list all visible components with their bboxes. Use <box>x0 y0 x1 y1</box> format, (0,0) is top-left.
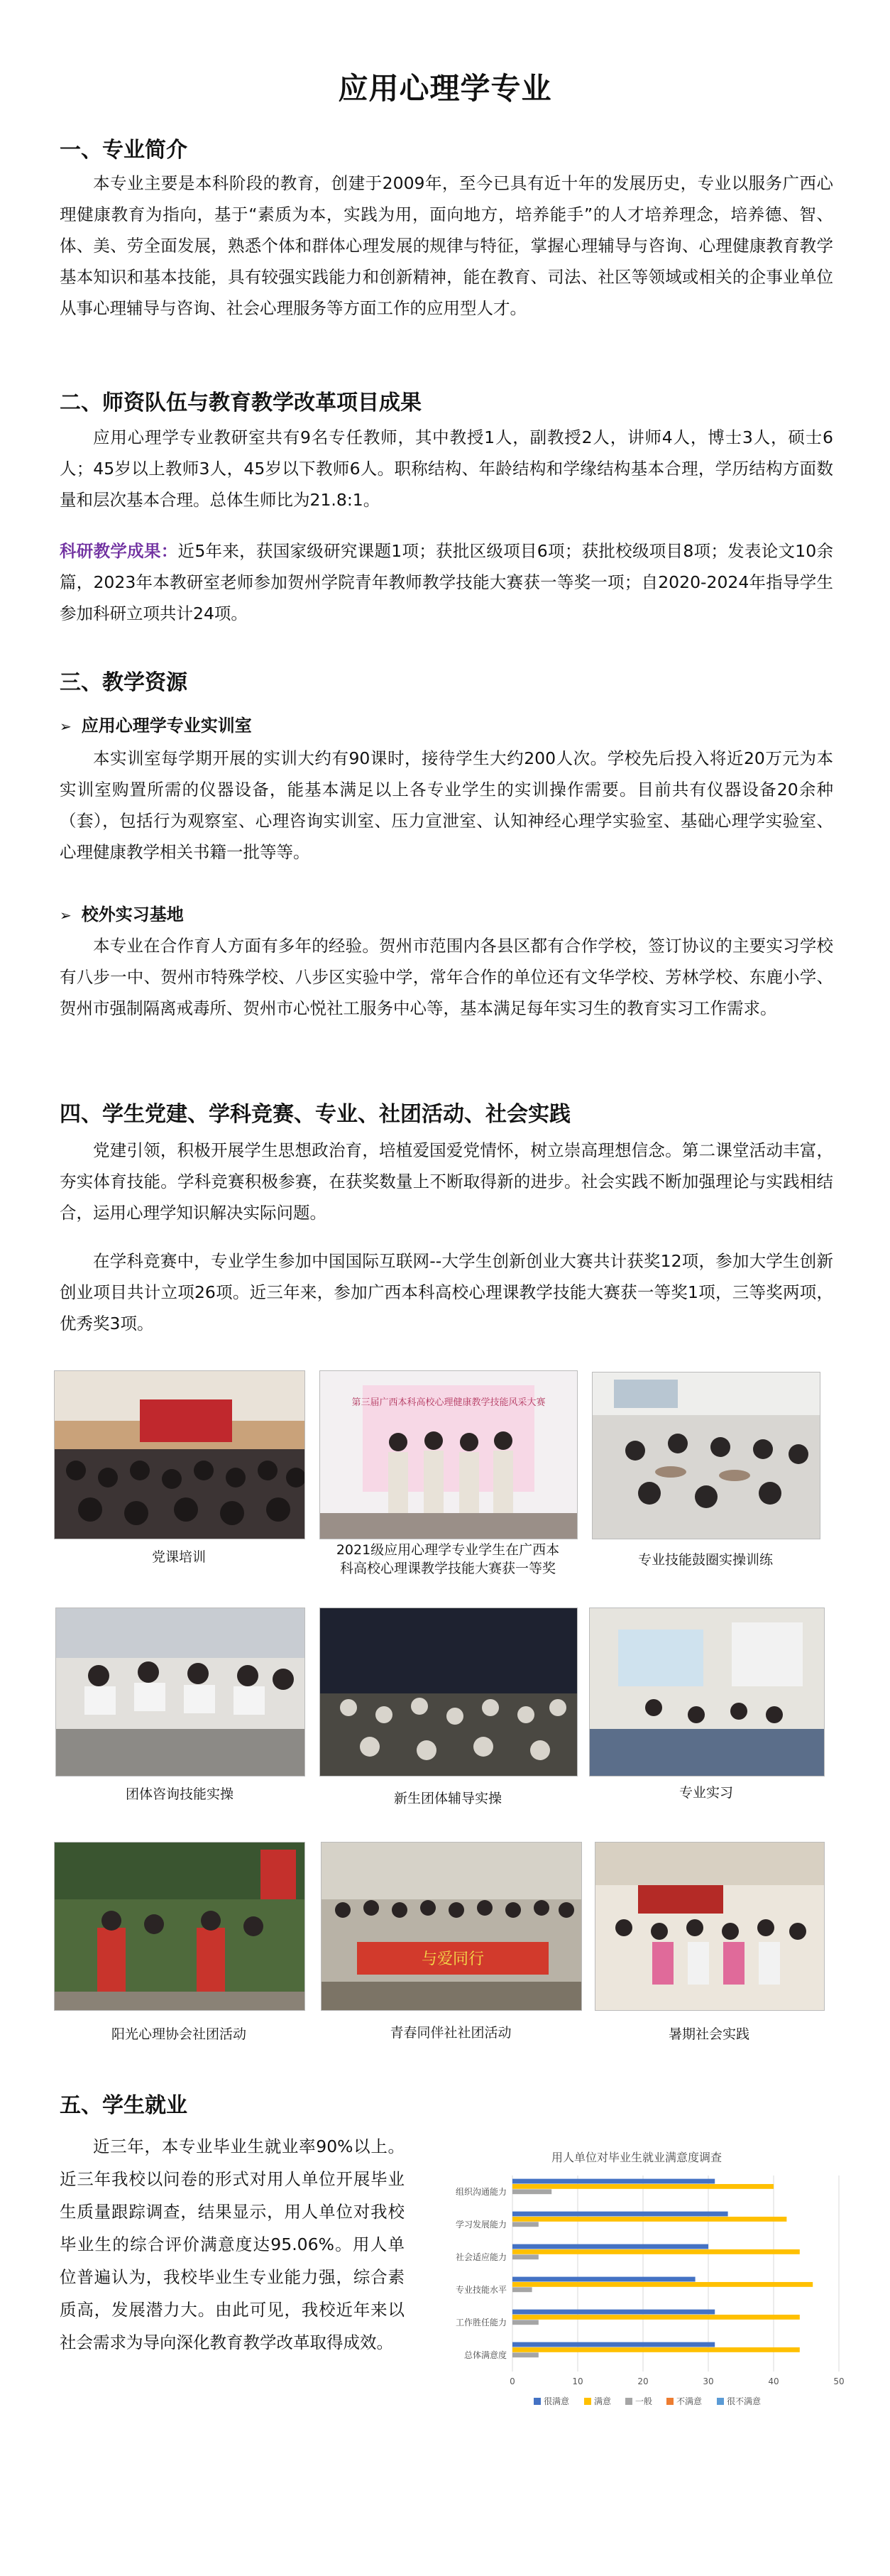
chart-bar-很满意 <box>512 2212 728 2217</box>
chart-legend-label: 很不满意 <box>727 2396 762 2406</box>
chart-category-label: 学习发展能力 <box>455 2220 507 2230</box>
subheading-practice-base-text: 校外实习基地 <box>81 905 184 924</box>
chart-bar-一般 <box>512 2352 539 2357</box>
club-activity-photo <box>54 1842 305 2011</box>
satisfaction-chart <box>420 2144 853 2421</box>
chart-x-tick-label: 20 <box>637 2376 649 2386</box>
photo-caption: 新生团体辅导实操 <box>393 1791 502 1806</box>
satisfaction-chart-svg <box>420 2144 853 2421</box>
photo-caption: 党课培训 <box>151 1549 206 1565</box>
chart-bar-满意 <box>512 2347 800 2352</box>
group-counseling-photo <box>55 1608 305 1777</box>
chart-bar-一般 <box>512 2287 532 2292</box>
page-title: 应用心理学专业 <box>338 71 552 106</box>
subheading-practice-base <box>60 900 184 925</box>
photo-caption: 团体咨询技能实操 <box>125 1786 234 1802</box>
summer-practice-photo <box>595 1842 825 2011</box>
section-heading-employment: 五、学生就业 <box>60 2093 187 2118</box>
section-heading-faculty: 二、师资队伍与教育教学改革项目成果 <box>60 391 422 415</box>
arrow-bullet-icon: ➢ <box>60 907 72 924</box>
training-room-paragraph: 本实训室每学期开展的实训大约有90课时，接待学生大约200人次。学校先后投入将近20万元为本实训室购置所需的仪器设备，能基本满足以上各专业学生的实训操作需要。目前共有仪器设备20余种（套），包括行为观察室、心理咨询实训室、压力宣泄室、认知神经心理学实验室、基础心理学实验室、心理健康教学相关书籍一批等等。 <box>60 748 833 862</box>
chart-category-label: 总体满意度 <box>463 2350 507 2360</box>
chart-category-label: 组织沟通能力 <box>455 2187 507 2197</box>
chart-legend-swatch <box>625 2398 632 2405</box>
photo-caption: 青春同伴社社团活动 <box>390 2025 512 2041</box>
chart-legend-label: 不满意 <box>676 2396 703 2406</box>
chart-category-label: 工作胜任能力 <box>455 2318 507 2327</box>
chart-category-label: 社会适应能力 <box>455 2252 507 2262</box>
intro-paragraph: 本专业主要是本科阶段的教育，创建于2009年，至今已具有近十年的发展历史，专业以服务广西心理健康教育为指向，基于“素质为本，实践为用，面向地方，培养能手”的人才培养理念，培养德、智、体、美、劳全面发展，熟悉个体和群体心理发展的规律与特征，掌握心理辅导与咨询、心理健康教育教学基本知识和基本技能，具有较强实践能力和创新精神，能在教育、司法、社区等领域或相关的企事业单位从事心理辅导与咨询、社会心理服务等方面工作的应用型人才。 <box>60 173 833 318</box>
section-heading-intro: 一、专业简介 <box>60 138 187 163</box>
chart-bar-一般 <box>512 2254 539 2259</box>
chart-legend-swatch <box>534 2398 541 2405</box>
chart-category-label: 专业技能水平 <box>455 2285 507 2295</box>
chart-bar-满意 <box>512 2184 774 2189</box>
arrow-bullet-icon: ➢ <box>60 718 72 735</box>
section-heading-resources: 三、教学资源 <box>60 670 187 695</box>
chart-x-tick-label: 30 <box>703 2376 714 2386</box>
award-photo <box>319 1370 578 1539</box>
subheading-training-room-text: 应用心理学专业实训室 <box>81 716 252 736</box>
classroom-photo <box>54 1370 305 1539</box>
chart-legend-label: 满意 <box>594 2396 612 2406</box>
internship-photo <box>589 1608 825 1777</box>
chart-bar-满意 <box>512 2249 800 2254</box>
chart-title: 用人单位对毕业生就业满意度调查 <box>551 2151 723 2164</box>
chart-legend-swatch <box>584 2398 591 2405</box>
photo-caption: 专业技能鼓圈实操训练 <box>637 1552 773 1568</box>
drum-circle-photo <box>592 1372 820 1539</box>
chart-x-tick-label: 10 <box>572 2376 583 2386</box>
photo-caption: 专业实习 <box>679 1785 733 1801</box>
activities-paragraph-1: 党建引领，积极开展学生思想政治育，培植爱国爱党情怀，树立崇高理想信念。第二课堂活动丰富，夯实体育技能。学科竞赛积极参赛，在获奖数量上不断取得新的进步。社会实践不断加强理论与实践相结合，运用心理学知识解决实际问题。 <box>60 1140 833 1223</box>
research-text: 近5年来，获国家级研究课题1项；获批区级项目6项；获批校级项目8项；发表论文10余篇，2023年本教研室老师参加贺州学院青年教师教学技能大赛获一等奖一项；自2020-2024年指导学生参加科研立项共计24项。 <box>60 541 833 623</box>
chart-bar-一般 <box>512 2320 539 2325</box>
chart-bar-很满意 <box>512 2277 696 2282</box>
employment-paragraph: 近三年，本专业毕业生就业率90%以上。近三年我校以问卷的形式对用人单位开展毕业生质量跟踪调查，结果显示，用人单位对我校毕业生的综合评价满意度达95.06%。用人单位普遍认为，我校毕业生专业能力强，综合素质高，发展潜力大。由此可见，我校近年来以社会需求为导向深化教育教学改革取得成效。 <box>60 2136 405 2352</box>
chart-bar-满意 <box>512 2315 800 2320</box>
peer-club-photo <box>321 1842 582 2011</box>
chart-x-tick-label: 40 <box>768 2376 779 2386</box>
chart-bar-很满意 <box>512 2179 715 2184</box>
chart-bar-满意 <box>512 2217 786 2222</box>
chart-bar-很满意 <box>512 2244 708 2249</box>
chart-bar-很满意 <box>512 2342 715 2347</box>
faculty-paragraph: 应用心理学专业教研室共有9名专任教师，其中教授1人，副教授2人，讲师4人，博士3人，硕士6人；45岁以上教师3人，45岁以下教师6人。职称结构、年龄结构和学缘结构基本合理，学历结构方面数量和层次基本合理。总体生师比为21.8:1。 <box>60 427 833 510</box>
chart-legend-label: 很满意 <box>544 2396 570 2406</box>
peer-club-banner-text: 与爱同行 <box>421 1950 485 1968</box>
photo-caption: 暑期社会实践 <box>668 2026 749 2042</box>
award-banner-text: 第三届广西本科高校心理健康教学技能风采大赛 <box>351 1397 546 1408</box>
research-label: 科研教学成果： <box>60 541 178 561</box>
subheading-training-room <box>60 711 252 736</box>
photo-caption: 阳光心理协会社团活动 <box>111 2026 246 2042</box>
chart-legend-swatch <box>666 2398 674 2405</box>
freshman-group-photo <box>319 1608 578 1777</box>
research-paragraph <box>60 535 833 629</box>
chart-bar-一般 <box>512 2222 539 2227</box>
chart-x-tick-label: 50 <box>833 2376 845 2386</box>
chart-bar-满意 <box>512 2282 813 2287</box>
practice-base-paragraph: 本专业在合作育人方面有多年的经验。贺州市范围内各县区都有合作学校，签订协议的主要实习学校有八步一中、贺州市特殊学校、八步区实验中学，常年合作的单位还有文华学校、芳林学校、东鹿小学、贺州市强制隔离戒毒所、贺州市心悦社工服务中心等，基本满足每年实习生的教育实习工作需求。 <box>60 936 833 1018</box>
activities-paragraph-2: 在学科竞赛中，专业学生参加中国国际互联网--大学生创新创业大赛共计获奖12项，参加大学生创新创业项目共计立项26项。近三年来，参加广西本科高校心理课教学技能大赛获一等奖1项，三等奖两项，优秀奖3项。 <box>60 1251 833 1333</box>
chart-bar-很满意 <box>512 2310 715 2315</box>
chart-legend-swatch <box>717 2398 724 2405</box>
chart-legend-label: 一般 <box>635 2396 653 2406</box>
chart-x-tick-label: 0 <box>510 2376 515 2386</box>
section-heading-activities: 四、学生党建、学科竞赛、专业、社团活动、社会实践 <box>60 1102 571 1127</box>
photo-caption: 2021级应用心理学专业学生在广西本科高校心理课教学技能大赛获一等奖 <box>336 1542 560 1576</box>
chart-bar-一般 <box>512 2189 551 2194</box>
